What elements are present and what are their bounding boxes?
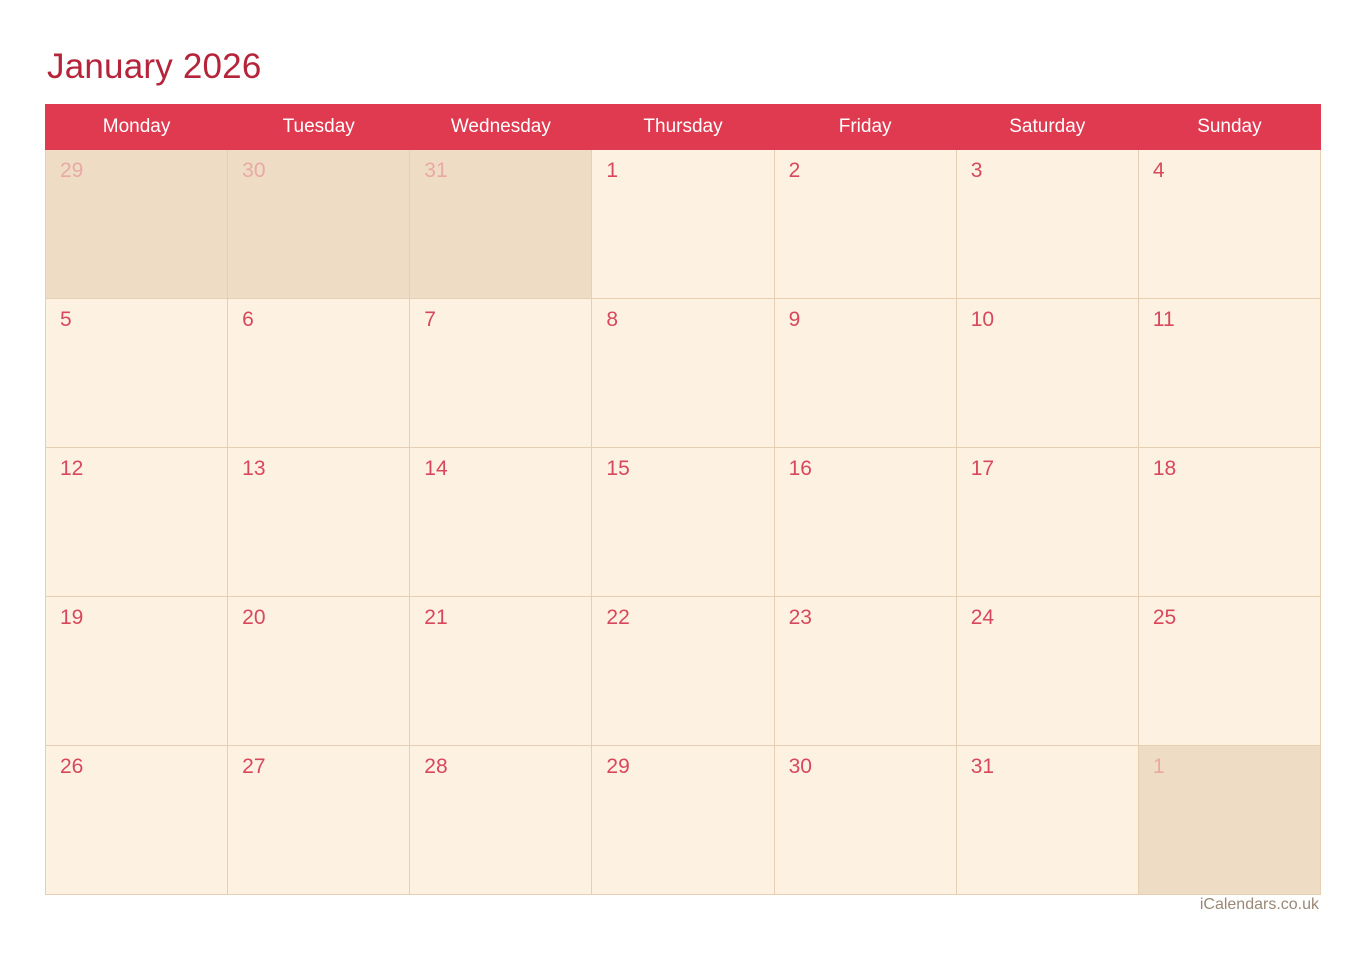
day-cell[interactable] xyxy=(956,299,1138,448)
weekday-header-saturday: Saturday xyxy=(956,105,1138,150)
footer-credit: iCalendars.co.uk xyxy=(1199,896,1319,913)
day-cell[interactable] xyxy=(228,448,410,597)
day-cell[interactable] xyxy=(592,299,774,448)
day-number: 17 xyxy=(970,457,995,480)
day-number: 30 xyxy=(788,755,812,778)
day-number: 22 xyxy=(606,606,630,629)
day-cell[interactable] xyxy=(410,150,592,299)
day-cell[interactable] xyxy=(774,448,956,597)
day-cell[interactable] xyxy=(956,597,1138,746)
day-number: 21 xyxy=(424,606,448,629)
weeks-body xyxy=(46,150,1321,895)
day-cell[interactable] xyxy=(1138,746,1320,895)
day-number: 3 xyxy=(970,159,983,182)
weekday-header-tuesday: Tuesday xyxy=(228,105,410,150)
day-number: 4 xyxy=(1152,159,1165,182)
day-number: 24 xyxy=(970,606,995,629)
day-cell[interactable] xyxy=(774,597,956,746)
day-cell[interactable] xyxy=(228,299,410,448)
day-cell[interactable] xyxy=(46,448,228,597)
day-number: 2 xyxy=(788,159,801,182)
weekday-header-friday: Friday xyxy=(774,105,956,150)
day-number: 8 xyxy=(606,308,619,331)
day-number: 5 xyxy=(60,308,72,331)
day-cell[interactable] xyxy=(1138,299,1320,448)
day-cell[interactable] xyxy=(46,299,228,448)
day-number: 12 xyxy=(60,457,84,480)
day-number: 25 xyxy=(1152,606,1177,629)
day-number: 31 xyxy=(970,755,995,778)
day-number: 1 xyxy=(606,159,619,182)
day-cell[interactable] xyxy=(956,746,1138,895)
day-cell[interactable] xyxy=(774,299,956,448)
day-number: 19 xyxy=(60,606,84,629)
day-cell[interactable] xyxy=(46,597,228,746)
day-cell[interactable] xyxy=(592,448,774,597)
week-row xyxy=(46,746,1321,895)
day-number: 29 xyxy=(606,755,630,778)
weekday-header-thursday: Thursday xyxy=(592,105,774,150)
day-cell[interactable] xyxy=(228,597,410,746)
day-cell[interactable] xyxy=(774,746,956,895)
day-number: 7 xyxy=(424,308,436,331)
day-number: 13 xyxy=(242,457,266,480)
day-number: 29 xyxy=(60,159,84,182)
day-cell[interactable] xyxy=(1138,597,1320,746)
page-title: January 2026 xyxy=(47,47,262,86)
day-number: 28 xyxy=(424,755,448,778)
day-number: 27 xyxy=(242,755,266,778)
day-cell[interactable] xyxy=(410,597,592,746)
week-row xyxy=(46,299,1321,448)
day-number: 15 xyxy=(606,457,630,480)
day-cell[interactable] xyxy=(1138,150,1320,299)
day-cell[interactable] xyxy=(46,150,228,299)
day-number: 31 xyxy=(424,159,448,182)
day-number: 9 xyxy=(788,308,801,331)
weekday-header-row xyxy=(46,105,1321,150)
day-number: 30 xyxy=(242,159,266,182)
month-grid xyxy=(45,104,1321,895)
day-number: 10 xyxy=(970,308,995,331)
day-cell[interactable] xyxy=(592,597,774,746)
day-cell[interactable] xyxy=(592,150,774,299)
day-cell[interactable] xyxy=(410,299,592,448)
day-number: 20 xyxy=(242,606,266,629)
day-cell[interactable] xyxy=(228,150,410,299)
day-cell[interactable] xyxy=(228,746,410,895)
day-number: 23 xyxy=(788,606,812,629)
day-number: 26 xyxy=(60,755,84,778)
day-number: 16 xyxy=(788,457,812,480)
weekday-header-sunday: Sunday xyxy=(1138,105,1320,150)
week-row xyxy=(46,448,1321,597)
day-cell[interactable] xyxy=(956,448,1138,597)
week-row xyxy=(46,597,1321,746)
day-number: 14 xyxy=(424,457,448,480)
day-cell[interactable] xyxy=(46,746,228,895)
weekday-header-monday: Monday xyxy=(46,105,228,150)
day-number: 1 xyxy=(1152,755,1165,778)
day-cell[interactable] xyxy=(774,150,956,299)
day-number: 18 xyxy=(1152,457,1177,480)
day-cell[interactable] xyxy=(410,448,592,597)
week-row xyxy=(46,150,1321,299)
day-number: 11 xyxy=(1152,308,1175,331)
day-cell[interactable] xyxy=(592,746,774,895)
day-cell[interactable] xyxy=(1138,448,1320,597)
day-number: 6 xyxy=(242,308,254,331)
day-cell[interactable] xyxy=(956,150,1138,299)
day-cell[interactable] xyxy=(410,746,592,895)
weekday-header-wednesday: Wednesday xyxy=(410,105,592,150)
